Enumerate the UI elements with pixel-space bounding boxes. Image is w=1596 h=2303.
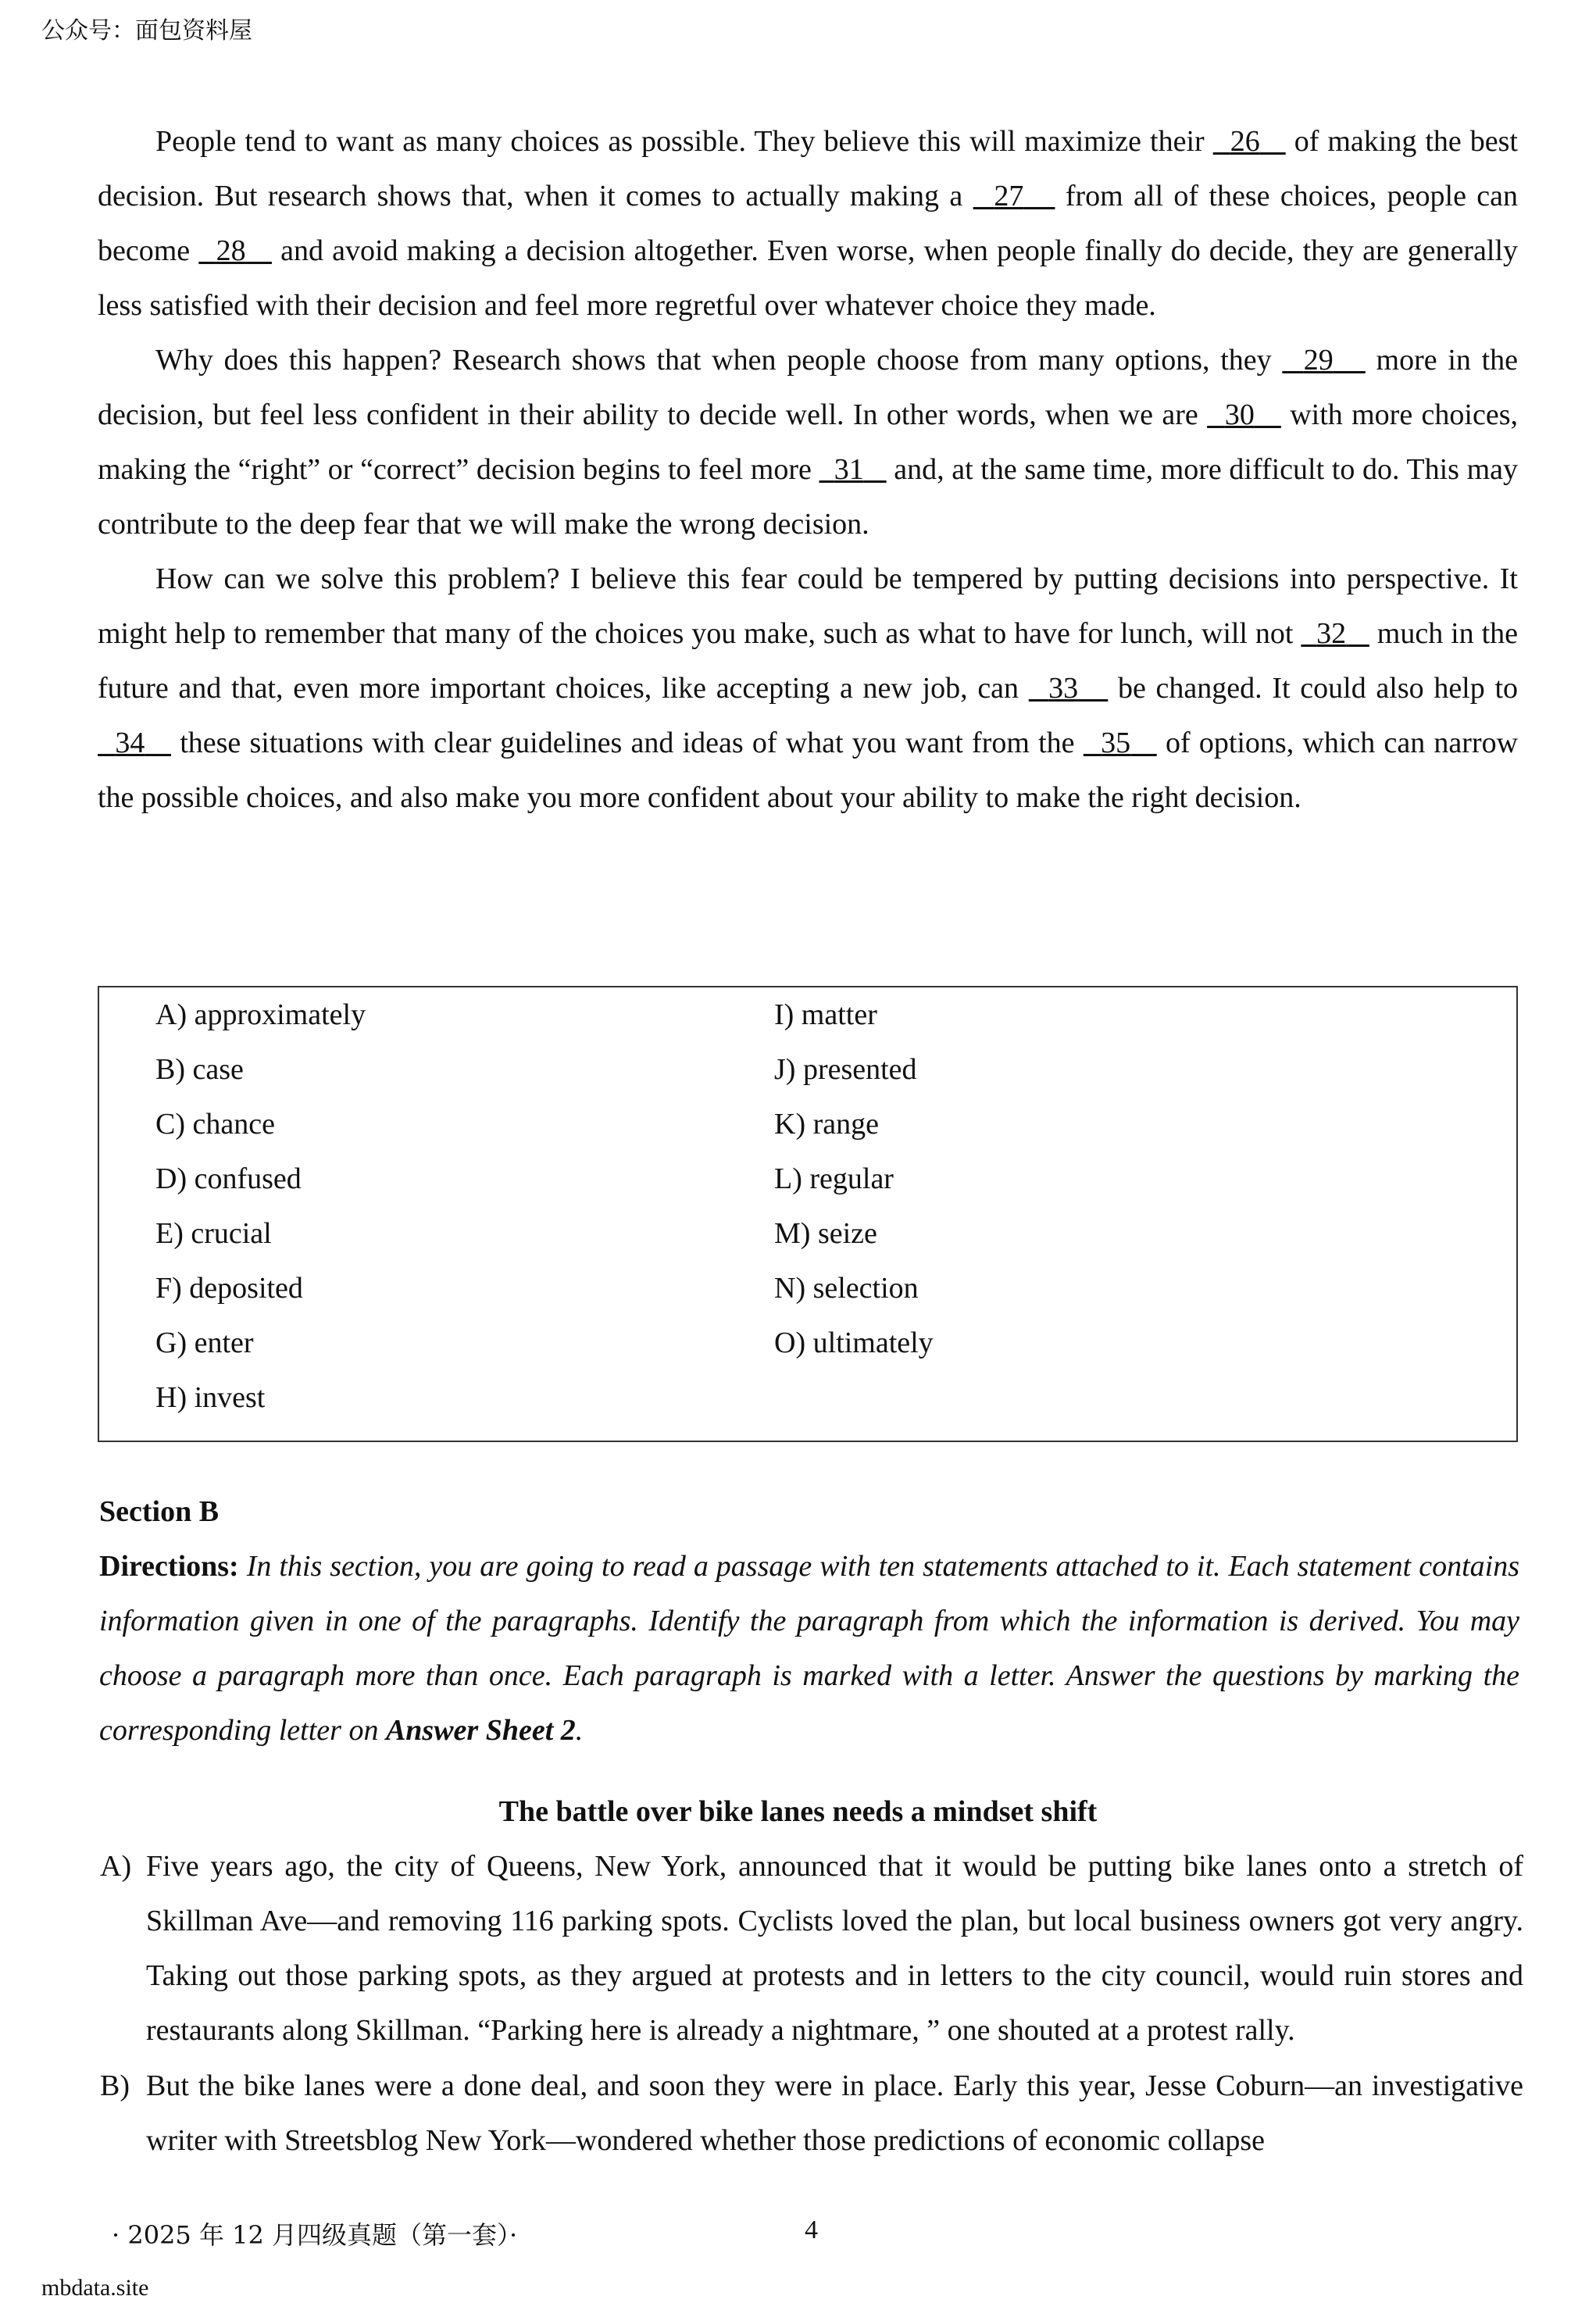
section-b-directions [99,1539,1519,1758]
blank-31 [819,453,886,486]
passage-paragraph [98,552,1518,825]
word-option: F) deposited [155,1272,303,1305]
blank-32 [1301,617,1369,650]
watermark-text: 公众号：面包资料屋 [41,17,252,45]
passage-text: be changed. It could also help to [1108,672,1518,705]
site-url: mbdata.site [41,2275,149,2301]
blank-number: 32 [1316,617,1347,650]
blank-number: 27 [994,180,1024,212]
blank-number: 35 [1101,727,1131,759]
passage-text: these situations with clear guidelines and ideas of what you want from the [171,727,1084,759]
directions-end: . [575,1714,584,1747]
passage-title: The battle over bike lanes needs a mindset shift [498,1795,1098,1828]
paragraph-b [100,2058,1523,2168]
paragraph-text: But the bike lanes were a done deal, and soon they were in place. Early this year, Jesse Coburn—an investigative writer with Streetsblog New York—wondered whether those predictions of economic collapse [146,2069,1523,2157]
word-option: D) confused [155,1162,302,1195]
blank-number: 31 [834,453,864,486]
paragraph-label: A) [100,1850,132,1883]
passage-text: and, at the same time, more difficult to do. This may contribute to the deep fear that we will make the wrong decision. [98,453,1519,541]
word-option: L) regular [774,1162,894,1195]
blank-number: 28 [216,234,246,267]
passage-text: of making the best decision. But research shows that, when it comes to actually making a [98,125,1518,212]
passage-paragraph [98,333,1518,552]
footer-title: · 2025 年 12 月四级真题（第一套）· [112,2220,518,2250]
blank-30 [1207,398,1281,431]
blank-29 [1282,344,1366,377]
blank-number: 34 [115,727,145,759]
blank-number: 29 [1303,344,1334,377]
word-option: I) matter [774,998,877,1031]
page-number: 4 [805,2216,818,2244]
word-option: E) crucial [155,1217,272,1250]
passage-text: from all of these choices, people can become [98,180,1519,267]
paragraph-a [100,1839,1523,2058]
passage-text: with more choices, making the “right” or “correct” decision begins to feel more [98,398,1518,486]
blank-28 [198,234,272,267]
word-option: B) case [155,1053,244,1086]
blank-number: 30 [1224,398,1255,431]
passage-text: People tend to want as many choices as possible. They believe this will maximize their [155,125,1213,158]
word-option: N) selection [774,1272,919,1305]
word-option: G) enter [155,1326,254,1359]
word-option: A) approximately [155,998,366,1031]
blank-26 [1213,125,1286,158]
passage-text: more in the decision, but feel less confident in their ability to decide well. In other words, when we are [98,344,1519,431]
passage-text: of options, which can narrow the possible choices, and also make you more confident about your ability to make the right decision. [98,727,1519,814]
passage-text: How can we solve this problem? I believe this fear could be tempered by putting decisions into perspective. It might help to remember that many of the choices you make, such as what to have for lunch, will not [98,562,1518,650]
blank-27 [973,180,1055,212]
word-option: C) chance [155,1108,275,1141]
paragraph-label: B) [100,2069,130,2102]
directions-label: Directions: [99,1550,239,1583]
paragraph-text: Five years ago, the city of Queens, New York, announced that it would be putting bike lanes onto a stretch of Skillman Ave—and removing 116 parking spots. Cyclists loved the plan, but local business owners got very angry. Taking out those parking spots, as they argued at protests and in letters to the city council, would ruin stores and restaurants along Skillman. “Parking here is already a nightmare, ” one shouted at a protest rally. [146,1850,1523,2047]
passage-text: Why does this happen? Research shows that when people choose from many options, they [155,344,1283,377]
section-a-passage [98,114,1518,825]
blank-35 [1084,727,1157,759]
blank-number: 26 [1230,125,1260,158]
blank-34 [98,727,171,759]
blank-number: 33 [1048,672,1079,705]
word-option: M) seize [774,1217,877,1250]
section-b-heading: Section B [99,1495,220,1528]
directions-text: In this section, you are going to read a passage with ten statements attached to it. Each statement contains information given in one of the paragraphs. Identify the paragraph from which the information is derived. You may choose a paragraph more than once. Each paragraph is marked with a letter. Answer the questions by marking the corresponding letter on [99,1550,1520,1747]
blank-33 [1029,672,1109,705]
word-bank-box [98,986,1518,1442]
passage-text: and avoid making a decision altogether. Even worse, when people finally do decide, they are generally less satisfied with their decision and feel more regretful over whatever choice they made. [98,234,1519,322]
word-option: J) presented [774,1053,917,1086]
answer-sheet-ref: Answer Sheet 2 [385,1714,576,1747]
word-option: O) ultimately [774,1326,934,1359]
passage-paragraph [98,114,1518,333]
word-option: K) range [774,1108,879,1141]
word-option: H) invest [155,1381,266,1414]
passage-text: much in the future and that, even more important choices, like accepting a new job, can [98,617,1519,705]
